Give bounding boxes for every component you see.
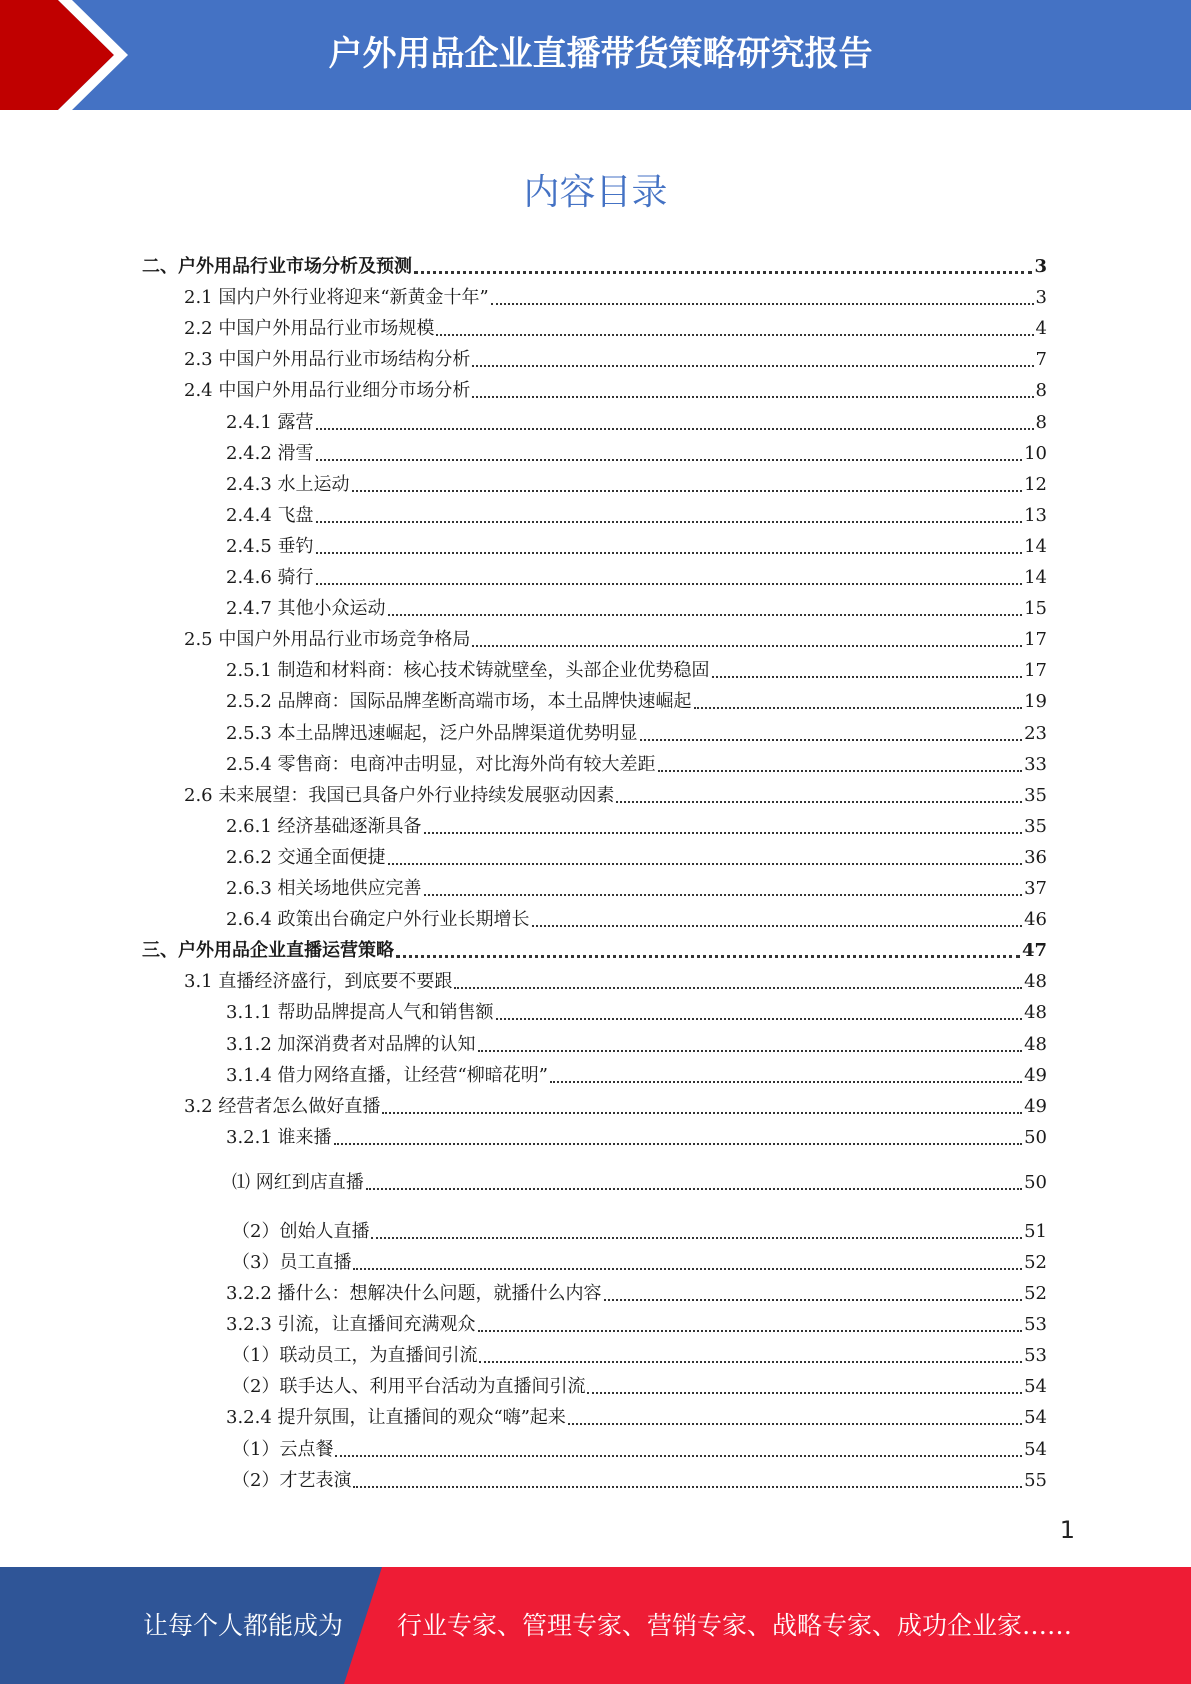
toc-leader-dots [424,894,1023,896]
toc-entry-label: 2.6 未来展望：我国已具备户外行业持续发展驱动因素 [184,784,615,806]
toc-leader-dots [550,1081,1022,1083]
toc-leader-dots [335,1455,1022,1457]
toc-leader-dots [694,707,1023,709]
toc-entry[interactable] [184,315,1047,341]
toc-leader-dots [478,1050,1023,1052]
toc-leader-dots [334,1143,1023,1145]
toc-entry-label: （1）云点餐 [232,1438,334,1460]
toc-leader-dots [616,801,1022,803]
toc-entry-label: （2）联手达人、利用平台活动为直播间引流 [232,1376,586,1398]
toc-entry[interactable] [226,999,1047,1025]
toc-entry-label: 2.4.5 垂钓 [226,535,314,557]
toc-entry[interactable] [226,813,1047,839]
toc-entry-page: 35 [1024,784,1047,806]
toc-entry[interactable] [184,284,1047,310]
toc-entry-page: 14 [1024,567,1047,588]
page-number: 1 [1059,1516,1075,1544]
toc-leader-dots [640,739,1023,741]
toc-entry-page: 3 [1035,287,1047,309]
toc-leader-dots [472,396,1033,398]
toc-leader-dots [424,832,1023,834]
toc-entry-page: 49 [1024,1095,1047,1117]
toc-leader-dots [604,1299,1023,1301]
toc-leader-dots [454,987,1022,989]
toc-entry-page: 17 [1024,660,1047,682]
toc-entry[interactable] [226,875,1047,901]
toc-entry-label: 2.4 中国户外用品行业细分市场分析 [184,380,471,402]
toc-entry[interactable] [232,1169,1047,1195]
toc-entry[interactable] [226,844,1047,870]
toc-leader-dots [472,365,1033,367]
toc-entry-page: 54 [1024,1407,1047,1429]
toc-entry-label: 2.4.1 露营 [226,411,314,433]
toc-title: 内容目录 [523,172,668,213]
toc-leader-dots [587,1392,1022,1394]
toc-leader-dots [472,645,1022,647]
toc-leader-dots [712,676,1023,678]
toc-entry-label: 二、户外用品行业市场分析及预测 [142,256,412,277]
toc-entry-page: 47 [1021,940,1047,962]
toc-entry-page: 52 [1024,1283,1047,1304]
toc-leader-dots [371,1237,1022,1239]
toc-entry[interactable] [184,626,1047,652]
toc-entry-page: 37 [1024,878,1047,899]
toc-entry[interactable] [226,906,1047,932]
toc-entry-label: 2.6.1 经济基础逐渐具备 [226,815,422,837]
toc-leader-dots [352,490,1023,492]
toc-entry-label: （2）创始人直播 [232,1220,370,1242]
toc-entry-label: 2.5.3 本土品牌迅速崛起，泛户外品牌渠道优势明显 [226,722,638,744]
toc-leader-dots [388,614,1023,616]
toc-entry-page: 48 [1024,971,1047,993]
toc-entry[interactable] [226,1280,1047,1306]
toc-leader-dots [491,303,1034,305]
toc-entry-label: （2）才艺表演 [232,1469,352,1491]
page-header [0,0,1191,110]
toc-leader-dots [436,334,1033,336]
toc-entry-label: 三、户外用品企业直播运营策略 [142,940,394,962]
toc-entry-label: 3.1.1 帮助品牌提高人气和销售额 [226,1002,494,1024]
toc-entry-page: 54 [1024,1376,1047,1398]
toc-leader-dots [353,1268,1022,1270]
toc-entry[interactable] [226,409,1047,435]
toc-entry[interactable] [184,782,1047,808]
toc-entry-label: ⑴ 网红到店直播 [232,1171,364,1193]
toc-entry-page: 48 [1024,1033,1047,1055]
toc-entry[interactable] [226,657,1047,683]
toc-entry[interactable] [232,1342,1047,1368]
toc-entry[interactable] [184,968,1047,994]
toc-entry-page: 50 [1024,1126,1047,1148]
toc-entry[interactable] [142,253,1047,279]
toc-entry-label: （1）联动员工，为直播间引流 [232,1345,478,1367]
toc-leader-dots [316,583,1023,585]
toc-entry-page: 49 [1024,1064,1047,1086]
toc-leader-dots [366,1188,1022,1190]
toc-entry[interactable] [232,1467,1047,1493]
toc-entry-label: 2.1 国内户外行业将迎来“新黄金十年” [184,287,489,309]
toc-entry-label: 2.4.7 其他小众运动 [226,598,386,620]
toc-entry-label: 2.6.4 政策出台确定户外行业长期增长 [226,909,530,931]
toc-entry-label: 2.6.3 相关场地供应完善 [226,878,422,899]
toc-entry-label: 3.2.1 谁来播 [226,1126,332,1148]
toc-entry-page: 3 [1034,256,1047,277]
toc-leader-dots [316,552,1023,554]
toc-entry[interactable] [232,1249,1047,1275]
toc-leader-dots [396,955,1020,958]
toc-entry-label: 2.5 中国户外用品行业市场竞争格局 [184,629,471,651]
toc-entry-label: 2.5.4 零售商：电商冲击明显，对比海外尚有较大差距 [226,753,656,775]
footer-slogan-right: 行业专家、管理专家、营销专家、战略专家、成功企业家…… [397,1611,1073,1640]
toc-entry-page: 53 [1024,1314,1047,1336]
toc-entry-label: 2.3 中国户外用品行业市场结构分析 [184,349,471,371]
toc-entry-label: 3.1.4 借力网络直播，让经营“柳暗花明” [226,1064,548,1086]
toc-entry[interactable] [226,533,1047,559]
toc-leader-dots [496,1018,1023,1020]
toc-entry-page: 19 [1024,691,1047,713]
toc-entry-page: 15 [1024,598,1047,620]
toc-entry-label: 2.5.1 制造和材料商：核心技术铸就壁垒，头部企业优势稳固 [226,660,710,682]
toc-entry-label: 3.2.2 播什么：想解决什么问题，就播什么内容 [226,1283,602,1304]
toc-leader-dots [479,1361,1022,1363]
toc-entry-page: 36 [1024,846,1047,868]
toc-entry[interactable] [184,377,1047,403]
toc-leader-dots [532,925,1023,927]
toc-entry[interactable] [226,1031,1047,1057]
toc-entry-label: 2.6.2 交通全面便捷 [226,846,386,868]
toc-entry-page: 14 [1024,535,1047,557]
toc-entry-page: 7 [1035,349,1047,371]
toc-entry-page: 4 [1035,318,1047,340]
toc-leader-dots [388,863,1023,865]
toc-entry[interactable] [226,1124,1047,1150]
toc-entry-label: （3）员工直播 [232,1251,352,1273]
toc-entry[interactable] [232,1436,1047,1462]
toc-entry-page: 8 [1035,411,1047,433]
toc-entry-page: 13 [1024,504,1047,526]
toc-leader-dots [382,1112,1022,1114]
toc-entry[interactable] [184,346,1047,372]
toc-leader-dots [316,521,1023,523]
toc-entry[interactable] [226,1062,1047,1088]
toc-entry-page: 23 [1024,722,1047,744]
toc-entry-label: 2.4.4 飞盘 [226,504,314,526]
toc-entry[interactable] [226,471,1047,497]
toc-entry-page: 33 [1024,753,1047,775]
toc-entry-label: 2.4.2 滑雪 [226,442,314,464]
toc-leader-dots [414,271,1032,274]
toc-entry-page: 55 [1024,1469,1047,1491]
toc-entry-label: 2.2 中国户外用品行业市场规模 [184,318,435,340]
toc-entry-label: 3.2 经营者怎么做好直播 [184,1095,381,1117]
toc-entry-page: 48 [1024,1002,1047,1024]
page-footer [0,1567,1191,1684]
toc-entry[interactable] [226,688,1047,714]
toc-entry-label: 3.1.2 加深消费者对品牌的认知 [226,1033,476,1055]
toc-entry-label: 2.4.3 水上运动 [226,473,350,495]
toc-entry-page: 12 [1024,473,1047,495]
toc-leader-dots [353,1486,1022,1488]
footer-slogan-left: 让每个人都能成为 [143,1611,344,1640]
toc-leader-dots [568,1423,1022,1425]
toc-leader-dots [316,459,1023,461]
toc-entry-page: 51 [1024,1220,1047,1242]
toc-entry-label: 2.4.6 骑行 [226,567,314,588]
toc-entry-label: 3.2.4 提升氛围，让直播间的观众“嗨”起来 [226,1407,566,1429]
toc-leader-dots [316,428,1034,430]
toc-leader-dots [658,770,1023,772]
toc-entry[interactable] [226,564,1047,590]
toc-entry-page: 52 [1024,1251,1047,1273]
toc-entry-page: 54 [1024,1438,1047,1460]
toc-entry[interactable] [226,720,1047,746]
toc-entry-page: 35 [1024,815,1047,837]
toc-entry[interactable] [226,1311,1047,1337]
toc-leader-dots [478,1330,1023,1332]
toc-entry-page: 50 [1024,1171,1047,1193]
toc-entry[interactable] [226,1404,1047,1430]
header-title: 户外用品企业直播带货策略研究报告 [328,34,873,74]
toc-entry-label: 2.5.2 品牌商：国际品牌垄断高端市场，本土品牌快速崛起 [226,691,692,713]
toc-entry[interactable] [226,502,1047,528]
toc-entry[interactable] [232,1218,1047,1244]
toc-entry[interactable] [226,595,1047,621]
toc-entry[interactable] [226,440,1047,466]
toc-entry[interactable] [184,1093,1047,1119]
toc-entry-page: 53 [1024,1345,1047,1367]
toc-entry[interactable] [226,751,1047,777]
toc-entry-page: 46 [1024,909,1047,931]
toc-entry-page: 17 [1024,629,1047,651]
toc-entry-page: 8 [1035,380,1047,402]
toc-entry-page: 10 [1024,442,1047,464]
toc-entry[interactable] [232,1373,1047,1399]
toc-entry-label: 3.2.3 引流，让直播间充满观众 [226,1314,476,1336]
toc-entry-label: 3.1 直播经济盛行，到底要不要跟 [184,971,453,993]
toc-entry[interactable] [142,937,1047,963]
